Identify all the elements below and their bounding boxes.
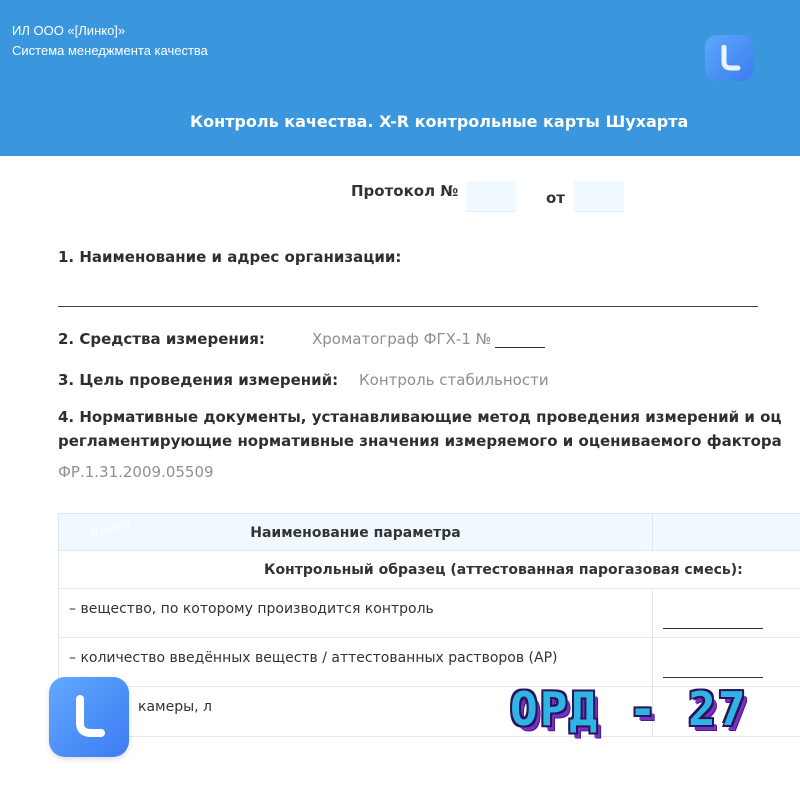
section-1-label: 1. Наименование и адрес организации: bbox=[58, 248, 402, 266]
org-name: ИЛ ООО «[Линко]» bbox=[12, 23, 126, 38]
purpose-value: Контроль стабильности bbox=[359, 371, 549, 389]
watermark: Линко bbox=[87, 515, 133, 544]
organization-line bbox=[58, 306, 758, 307]
table-cell: – количество введённых веществ / аттестованных растворов (АР) bbox=[59, 638, 653, 686]
section-4-label-line2: регламентирующие нормативные значения измеряемого и оцениваемого фактора bbox=[58, 432, 782, 450]
table-header-row bbox=[58, 513, 800, 551]
linko-logo-icon bbox=[49, 677, 129, 757]
instrument-value: Хроматограф ФГХ-1 № bbox=[312, 330, 545, 348]
page-header bbox=[0, 0, 800, 156]
table-row bbox=[58, 638, 800, 687]
table-header-cell: Наименование параметра bbox=[59, 514, 653, 552]
table-row bbox=[58, 589, 800, 638]
protocol-date-field[interactable] bbox=[574, 181, 624, 212]
linko-logo-icon bbox=[705, 35, 754, 81]
document-code-badge: ОРД - 27 bbox=[510, 682, 748, 736]
table-subheader-row bbox=[58, 551, 800, 589]
protocol-label: Протокол № bbox=[351, 182, 459, 200]
table-value-blank[interactable] bbox=[663, 677, 763, 678]
protocol-from-label: от bbox=[546, 189, 565, 207]
protocol-number-field[interactable] bbox=[466, 181, 516, 212]
table-cell: – вещество, по которому производится контроль bbox=[59, 589, 653, 637]
section-2-label: 2. Средства измерения: bbox=[58, 330, 265, 348]
table-cell: камеры, л bbox=[59, 687, 653, 736]
page-title: Контроль качества. X-R контрольные карты Шухарта bbox=[190, 112, 689, 131]
table-value-blank[interactable] bbox=[663, 628, 763, 629]
org-subtitle: Система менеджмента качества bbox=[12, 43, 208, 58]
normative-doc-value: ФР.1.31.2009.05509 bbox=[58, 463, 214, 481]
section-4-label-line1: 4. Нормативные документы, устанавливающие метод проведения измерений и оц bbox=[58, 408, 782, 426]
section-3-label: 3. Цель проведения измерений: bbox=[58, 371, 339, 389]
instrument-number-blank[interactable] bbox=[495, 332, 545, 348]
table-subheader-cell: Контрольный образец (аттестованная парогазовая смесь): bbox=[264, 562, 743, 578]
